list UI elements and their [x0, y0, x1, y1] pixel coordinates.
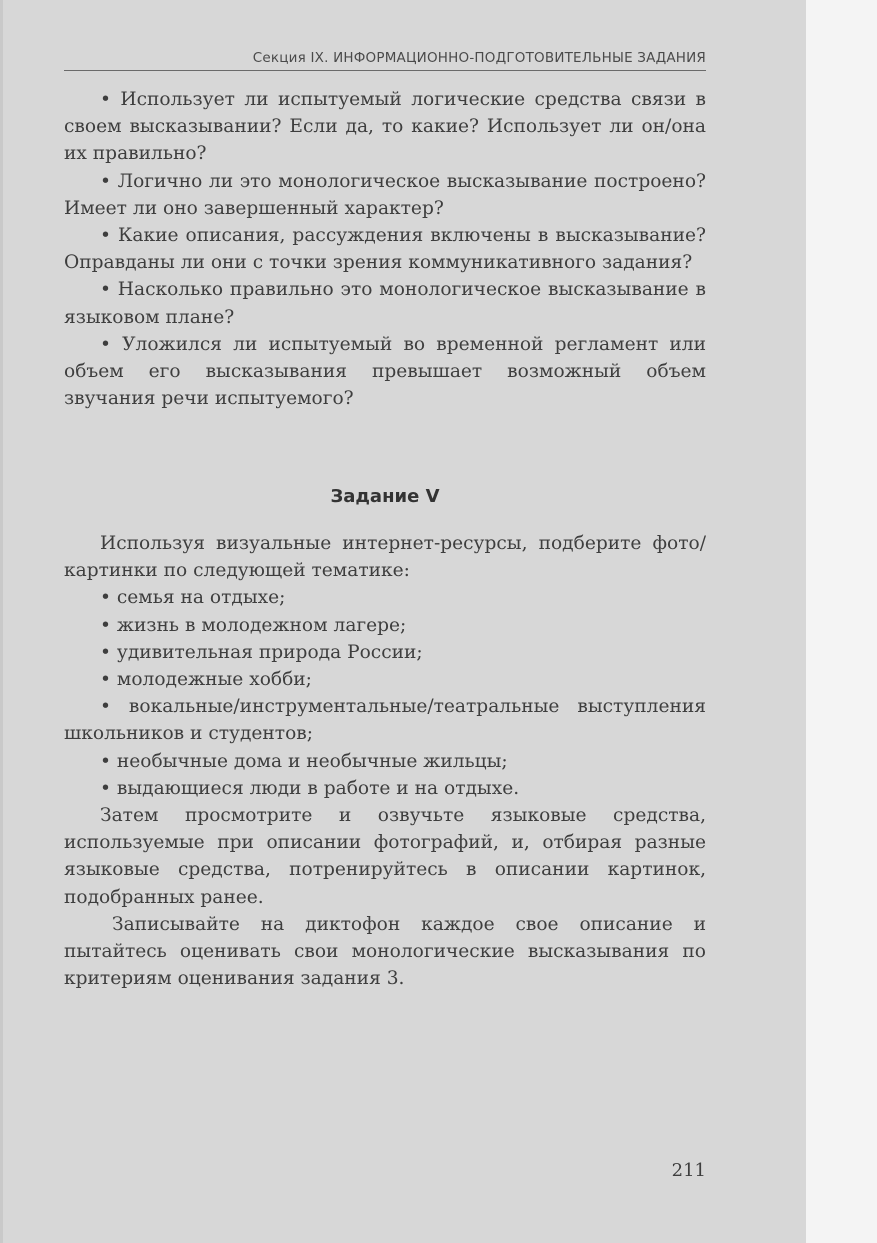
task-intro: Используя визуальные интернет-ресурсы, подберите фото/картинки по следующей тематике: — [64, 533, 706, 582]
criteria-item: • Насколько правильно это монологическое высказывание в языковом плане? — [64, 279, 706, 328]
topic-item: • удивительная природа России; — [100, 641, 423, 663]
topic-item: • молодежные хобби; — [100, 669, 312, 691]
topic-item: • выдающиеся люди в работе и на отдыхе. — [100, 777, 520, 799]
criteria-item: • Какие описания, рассуждения включены в высказывание? Оправданы ли они с точки зрения коммуникативного задания? — [64, 225, 706, 274]
topic-item: • необычные дома и необычные жильцы; — [100, 750, 508, 772]
task-paragraph: Записывайте на диктофон каждое свое описание и пытайтесь оценивать свои монологические высказывания по критериям оценивания задания 3. — [64, 913, 706, 990]
running-header: Секция IX. ИНФОРМАЦИОННО-ПОДГОТОВИТЕЛЬНЫЕ ЗАДАНИЯ — [64, 50, 706, 71]
task-body — [64, 530, 706, 992]
page-left-edge — [0, 0, 3, 1243]
criteria-item: • Уложился ли испытуемый во временной регламент или объем его высказывания превышает возможный объем звучания речи испытуемого? — [64, 333, 706, 410]
criteria-item: • Логично ли это монологическое высказывание построено? Имеет ли оно завершенный характер? — [64, 170, 706, 219]
task-title: Задание V — [330, 486, 440, 507]
criteria-item: • Использует ли испытуемый логические средства связи в своем высказывании? Если да, то какие? Использует ли он/она их правильно? — [64, 89, 706, 165]
task-paragraph: Затем просмотрите и озвучьте языковые средства, используемые при описании фотографий, и, отбирая разные языковые средства, потренируйтесь в описании картинок, подобранных ранее. — [64, 805, 706, 908]
criteria-list — [64, 86, 706, 412]
scan-margin — [806, 0, 877, 1243]
page-number: 211 — [671, 1160, 706, 1181]
topic-item: • вокальные/инструментальные/театральные выступления школьников и студентов; — [64, 696, 706, 745]
topic-item: • семья на отдыхе; — [100, 587, 286, 609]
topic-item: • жизнь в молодежном лагере; — [100, 614, 407, 636]
